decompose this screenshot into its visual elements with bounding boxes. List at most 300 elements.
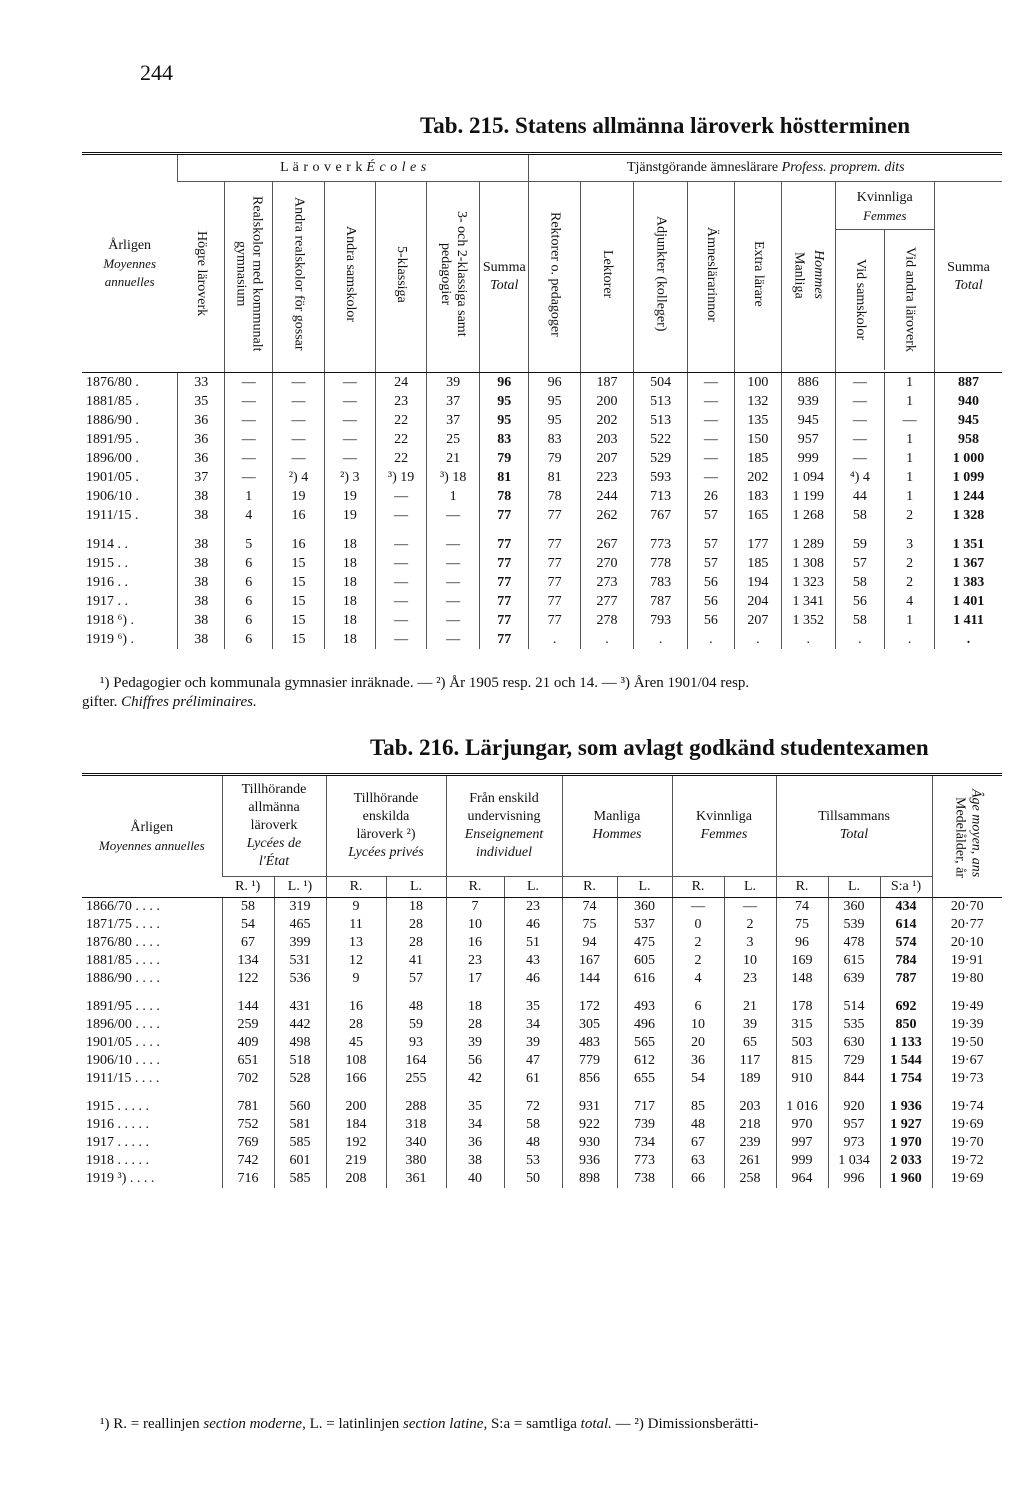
col-3-2-klassiga: 3- och 2-klassiga samt pedagogier — [438, 211, 470, 337]
table-cell: 2 — [672, 952, 724, 970]
row-year: 1896/00 . — [86, 450, 139, 466]
gap-cell — [326, 988, 386, 998]
table-cell: 12 — [326, 952, 386, 970]
table-cell: 19·69 — [932, 1116, 1002, 1134]
gap-cell — [617, 988, 672, 998]
table-cell: 999 — [776, 1152, 828, 1170]
table-cell: 779 — [562, 1052, 617, 1070]
table-cell: 177 — [734, 535, 781, 554]
table-cell: 59 — [386, 1016, 446, 1034]
fn216-b-it: section latine, — [403, 1416, 488, 1432]
table-cell: 23 — [504, 898, 562, 917]
row-year: 1901/05 . — [86, 469, 139, 485]
table-cell: 15 — [273, 592, 324, 611]
table-cell: 96 — [776, 934, 828, 952]
table-cell: 539 — [828, 916, 880, 934]
table-cell: 7 — [446, 898, 504, 917]
table-cell: 815 — [776, 1052, 828, 1070]
row-year: 1881/85 . . . . — [86, 953, 160, 968]
table-cell: 856 — [562, 1070, 617, 1088]
table-cell: 58 — [835, 573, 885, 592]
table-cell: 475 — [617, 934, 672, 952]
table-cell: 288 — [386, 1098, 446, 1116]
col-amneslararinnor: Ämneslärarinnor — [703, 226, 719, 322]
summa2-label: Summa — [947, 260, 990, 275]
table-cell: 1 367 — [934, 554, 1002, 573]
table-cell: 1 383 — [934, 573, 1002, 592]
table-cell: 35 — [178, 392, 225, 411]
table-cell: 1 — [885, 468, 935, 487]
table-row — [82, 998, 1002, 1016]
table-cell: 522 — [634, 430, 688, 449]
table-cell: 360 — [828, 898, 880, 917]
table-cell: . — [835, 630, 885, 649]
year-label-fr-216: Moyennes annuelles — [98, 837, 205, 853]
table-cell: 1 411 — [934, 611, 1002, 630]
gap-cell — [734, 525, 781, 535]
table-row — [82, 487, 1002, 506]
gap-cell — [222, 988, 274, 998]
table-cell: 78 — [480, 487, 529, 506]
table-cell: 1 000 — [934, 449, 1002, 468]
table-cell: 185 — [734, 554, 781, 573]
table-216-body — [82, 898, 1002, 1189]
table-cell: 612 — [617, 1052, 672, 1070]
table-cell: — — [427, 506, 480, 525]
table-cell: . — [734, 630, 781, 649]
table-row — [82, 506, 1002, 525]
table-cell: 74 — [776, 898, 828, 917]
table-cell: — — [225, 373, 273, 393]
table-cell: 202 — [734, 468, 781, 487]
table-cell: — — [687, 373, 734, 393]
table-cell: 739 — [617, 1116, 672, 1134]
row-year: 1919 ³) . . . . — [86, 1171, 155, 1186]
table-cell: 434 — [880, 898, 932, 917]
g6-fr: Total — [839, 827, 869, 842]
table-cell: 48 — [672, 1116, 724, 1134]
table-cell: 769 — [222, 1134, 274, 1152]
table-cell: 360 — [617, 898, 672, 917]
table-cell: 729 — [828, 1052, 880, 1070]
subheader-3: L. — [386, 877, 446, 898]
table-cell: 465 — [274, 916, 326, 934]
table-cell: — — [427, 611, 480, 630]
table-cell: 38 — [178, 592, 225, 611]
table-cell: 11 — [326, 916, 386, 934]
gap-cell — [634, 525, 688, 535]
table-row — [82, 934, 1002, 952]
table-cell: 513 — [634, 392, 688, 411]
table-cell: 887 — [934, 373, 1002, 393]
table-cell: 850 — [880, 1016, 932, 1034]
table-cell: 17 — [446, 970, 504, 988]
table-cell: 1 — [885, 611, 935, 630]
table-cell: 478 — [828, 934, 880, 952]
gap-cell — [386, 988, 446, 998]
table-cell: — — [375, 487, 426, 506]
table-cell: 22 — [375, 430, 426, 449]
table-row — [82, 1052, 1002, 1070]
table-cell: 77 — [529, 506, 580, 525]
table-cell: 35 — [504, 998, 562, 1016]
table-cell: 503 — [776, 1034, 828, 1052]
row-year: 1886/90 . . . . — [86, 971, 160, 986]
gap-cell — [562, 1088, 617, 1098]
table-cell: 40 — [446, 1170, 504, 1188]
table-cell: 13 — [326, 934, 386, 952]
row-year: 1896/00 . . . . — [86, 1017, 160, 1032]
table-cell: — — [835, 392, 885, 411]
col-andra-realskolor: Andra realskolor för gossar — [291, 197, 307, 351]
table-cell: 22 — [375, 411, 426, 430]
table-cell: 999 — [781, 449, 835, 468]
row-year: 1891/95 . — [86, 431, 139, 447]
table-cell: — — [324, 392, 375, 411]
table-cell: 945 — [781, 411, 835, 430]
table-cell: — — [427, 573, 480, 592]
table-cell: 19·70 — [932, 1134, 1002, 1152]
table-215 — [82, 152, 1002, 649]
table-cell: 77 — [480, 554, 529, 573]
kv-sub-2 — [885, 230, 934, 370]
table-row — [82, 392, 1002, 411]
kvinnliga-fr: Femmes — [863, 207, 907, 223]
table-cell: — — [324, 449, 375, 468]
table-cell: — — [687, 411, 734, 430]
subheader-7: L. — [617, 877, 672, 898]
col-vid-andra: Vid andra läroverk — [902, 247, 918, 352]
table-cell: 150 — [734, 430, 781, 449]
subheader-2: R. — [326, 877, 386, 898]
col-adjunkter: Adjunkter (kolleger) — [653, 216, 669, 332]
fn216-a-it: section moderne, — [203, 1416, 306, 1432]
table-cell: 614 — [880, 916, 932, 934]
table-cell: 1 936 — [880, 1098, 932, 1116]
table-cell: 72 — [504, 1098, 562, 1116]
col-lektorer: Lektorer — [600, 249, 616, 299]
table-cell: 77 — [529, 554, 580, 573]
table-cell: 1 — [427, 487, 480, 506]
table-cell: — — [835, 430, 885, 449]
table-cell: 787 — [880, 970, 932, 988]
table-cell: 95 — [529, 392, 580, 411]
table-cell: . — [781, 630, 835, 649]
gap-cell — [776, 988, 828, 998]
g5 — [672, 775, 776, 877]
gap-cell — [82, 1088, 222, 1098]
table-cell: 1 970 — [880, 1134, 932, 1152]
table-cell: . — [580, 630, 634, 649]
table-cell: 100 — [734, 373, 781, 393]
table-cell: — — [324, 373, 375, 393]
table-cell: 1 133 — [880, 1034, 932, 1052]
table-cell: 67 — [672, 1134, 724, 1152]
table-cell: — — [225, 392, 273, 411]
gap-cell — [934, 525, 1002, 535]
g5-label: Kvinnliga — [696, 809, 752, 824]
table-cell: 58 — [504, 1116, 562, 1134]
table-cell: — — [225, 449, 273, 468]
table-cell: 6 — [225, 554, 273, 573]
table-cell: 19·39 — [932, 1016, 1002, 1034]
table-cell: 65 — [724, 1034, 776, 1052]
row-year: 1891/95 . . . . — [86, 999, 160, 1014]
table-cell: 702 — [222, 1070, 274, 1088]
row-year: 1915 . . . . . — [86, 1099, 149, 1114]
table-cell: 639 — [828, 970, 880, 988]
table-cell: 35 — [446, 1098, 504, 1116]
table-cell: 79 — [529, 449, 580, 468]
g3-label: Från enskild undervisning — [467, 791, 541, 824]
table-cell: . — [529, 630, 580, 649]
table-cell: — — [427, 554, 480, 573]
table-cell: 244 — [580, 487, 634, 506]
footnote-215-gifter: gifter. — [82, 694, 118, 710]
table-cell: 16 — [326, 998, 386, 1016]
row-year: 1876/80 . . . . — [86, 935, 160, 950]
table-cell: 56 — [446, 1052, 504, 1070]
table-cell: — — [375, 611, 426, 630]
table-cell: 50 — [504, 1170, 562, 1188]
table-cell: 6 — [225, 592, 273, 611]
gap-cell — [274, 1088, 326, 1098]
table-cell: — — [273, 392, 324, 411]
col-rektorer: Rektorer o. pedagoger — [547, 211, 563, 337]
table-cell: 219 — [326, 1152, 386, 1170]
gap-cell — [82, 525, 178, 535]
table-cell: 529 — [634, 449, 688, 468]
table-cell: 21 — [427, 449, 480, 468]
gap-cell — [222, 1088, 274, 1098]
table-cell: 886 — [781, 373, 835, 393]
table-cell: 37 — [427, 392, 480, 411]
table-row — [82, 630, 1002, 649]
table-cell: 1 — [885, 487, 935, 506]
table-cell: 59 — [835, 535, 885, 554]
g7-fr: Âge moyen, ans — [968, 789, 984, 878]
table-cell: 239 — [724, 1134, 776, 1152]
g6-label: Tillsammans — [818, 809, 890, 824]
table-cell: 23 — [724, 970, 776, 988]
summa2-fr: Total — [954, 278, 983, 293]
summa-label: Summa — [482, 260, 526, 275]
table-cell: 409 — [222, 1034, 274, 1052]
g2-fr: Lycées privés — [348, 845, 424, 860]
col-extra-larare: Extra lärare — [750, 241, 766, 307]
g4-fr: Hommes — [592, 827, 642, 842]
table-cell: 61 — [504, 1070, 562, 1088]
year-label: Årligen — [108, 237, 152, 253]
table-cell: 1 927 — [880, 1116, 932, 1134]
table-cell: 218 — [724, 1116, 776, 1134]
table-cell: 1 — [885, 430, 935, 449]
table-cell: 122 — [222, 970, 274, 988]
table-cell: 18 — [324, 573, 375, 592]
table-216 — [82, 773, 1002, 1188]
table-cell: 9 — [326, 970, 386, 988]
g1-label: Tillhörande allmänna läroverk — [241, 782, 307, 833]
col-vid-samskolor: Vid samskolor — [852, 258, 868, 341]
table-cell: 844 — [828, 1070, 880, 1088]
table-cell: 38 — [178, 573, 225, 592]
table-cell: 74 — [562, 898, 617, 917]
table-row — [82, 916, 1002, 934]
table-cell: 2 — [672, 934, 724, 952]
table-cell: 940 — [934, 392, 1002, 411]
col-5-klassiga: 5-klassiga — [394, 245, 410, 303]
table-cell: 164 — [386, 1052, 446, 1070]
gap-cell — [324, 525, 375, 535]
fn216-c-it: total. — [580, 1416, 612, 1432]
table-cell: 18 — [446, 998, 504, 1016]
table-cell: 922 — [562, 1116, 617, 1134]
table-cell: 19·72 — [932, 1152, 1002, 1170]
table-cell: 38 — [178, 506, 225, 525]
table-cell: 56 — [687, 611, 734, 630]
table-cell: 565 — [617, 1034, 672, 1052]
table-cell: 931 — [562, 1098, 617, 1116]
col-manliga — [781, 182, 835, 373]
table-cell: 3 — [724, 934, 776, 952]
gap-cell — [885, 525, 935, 535]
g5-fr: Femmes — [700, 827, 748, 842]
table-cell: 28 — [386, 916, 446, 934]
table-cell: 1 544 — [880, 1052, 932, 1070]
table-cell: 28 — [326, 1016, 386, 1034]
table-cell: 1 016 — [776, 1098, 828, 1116]
table-row — [82, 468, 1002, 487]
table-cell: 1 034 — [828, 1152, 880, 1170]
table-cell: 223 — [580, 468, 634, 487]
table-cell: 431 — [274, 998, 326, 1016]
table-cell: — — [324, 411, 375, 430]
table-cell: 261 — [724, 1152, 776, 1170]
table-cell: 616 — [617, 970, 672, 988]
group-laroverk-label: L ä r o v e r k — [280, 160, 363, 175]
table-cell: 1 268 — [781, 506, 835, 525]
table-cell: 560 — [274, 1098, 326, 1116]
table-cell: 898 — [562, 1170, 617, 1188]
table-cell: — — [375, 554, 426, 573]
gap-cell — [446, 988, 504, 998]
gap-cell — [835, 525, 885, 535]
table-cell: 28 — [386, 934, 446, 952]
table-cell: ²) 4 — [273, 468, 324, 487]
gap-cell — [529, 525, 580, 535]
table-cell: 38 — [178, 535, 225, 554]
table-cell: 692 — [880, 998, 932, 1016]
table-cell: 207 — [580, 449, 634, 468]
row-year: 1911/15 . . . . — [86, 1071, 160, 1086]
table-cell: 77 — [480, 573, 529, 592]
subheader-4: R. — [446, 877, 504, 898]
table-cell: — — [427, 630, 480, 649]
table-cell: 601 — [274, 1152, 326, 1170]
gap-cell — [274, 988, 326, 998]
table-cell: 47 — [504, 1052, 562, 1070]
table-cell: 6 — [225, 611, 273, 630]
table-cell: 57 — [687, 506, 734, 525]
table-cell: — — [835, 373, 885, 393]
group-teachers-fr: Profess. proprem. dits — [781, 160, 905, 175]
table-cell: 910 — [776, 1070, 828, 1088]
table-cell: 19·50 — [932, 1034, 1002, 1052]
table-cell: 958 — [934, 430, 1002, 449]
year-label-fr: Moyennes annuelles — [103, 255, 157, 289]
table-cell: 267 — [580, 535, 634, 554]
table-cell: 95 — [480, 411, 529, 430]
table-215-title: Tab. 215. Statens allmänna läroverk höstterminen — [420, 113, 911, 138]
table-cell: 18 — [324, 630, 375, 649]
table-cell: 207 — [734, 611, 781, 630]
table-cell: 200 — [580, 392, 634, 411]
table-cell: 514 — [828, 998, 880, 1016]
table-cell: 169 — [776, 952, 828, 970]
table-cell: 6 — [225, 630, 273, 649]
table-cell: 2 — [885, 554, 935, 573]
table-cell: 77 — [480, 592, 529, 611]
table-cell: 77 — [529, 592, 580, 611]
table-cell: 1 352 — [781, 611, 835, 630]
table-cell: 39 — [724, 1016, 776, 1034]
table-cell: — — [375, 630, 426, 649]
gap-cell — [504, 1088, 562, 1098]
row-gap — [82, 1088, 1002, 1098]
table-cell: 615 — [828, 952, 880, 970]
fn216-b: L. = latinlinjen — [309, 1416, 400, 1432]
table-row — [82, 373, 1002, 393]
col-summa-teachers — [934, 182, 1002, 373]
row-year: 1906/10 . — [86, 488, 139, 504]
row-year: 1906/10 . . . . — [86, 1053, 160, 1068]
g3-fr: Enseignement individuel — [464, 827, 544, 860]
g7-label: Medelålder, år — [952, 796, 968, 878]
table-cell: 483 — [562, 1034, 617, 1052]
table-row — [82, 1034, 1002, 1052]
table-cell: 83 — [480, 430, 529, 449]
table-cell: — — [375, 573, 426, 592]
gap-cell — [480, 525, 529, 535]
table-cell: 16 — [446, 934, 504, 952]
table-cell: 144 — [562, 970, 617, 988]
table-cell: 34 — [446, 1116, 504, 1134]
table-cell: 192 — [326, 1134, 386, 1152]
g7 — [932, 775, 1002, 898]
row-year: 1866/70 . . . . — [86, 899, 160, 914]
table-cell: 3 — [885, 535, 935, 554]
gap-cell — [828, 988, 880, 998]
table-cell: 1 351 — [934, 535, 1002, 554]
table-row — [82, 1170, 1002, 1188]
g2 — [326, 775, 446, 877]
gap-cell — [273, 525, 324, 535]
table-cell: 957 — [828, 1116, 880, 1134]
table-cell: 185 — [734, 449, 781, 468]
gap-cell — [178, 525, 225, 535]
table-cell: 96 — [480, 373, 529, 393]
table-cell: 45 — [326, 1034, 386, 1052]
table-cell: 1 099 — [934, 468, 1002, 487]
kvinnliga-label: Kvinnliga — [856, 189, 913, 205]
table-cell: . — [634, 630, 688, 649]
table-cell: 56 — [687, 592, 734, 611]
table-cell: 20 — [672, 1034, 724, 1052]
table-cell: 16 — [273, 506, 324, 525]
table-cell: 585 — [274, 1170, 326, 1188]
summa-fr: Total — [490, 278, 519, 293]
table-cell: 964 — [776, 1170, 828, 1188]
